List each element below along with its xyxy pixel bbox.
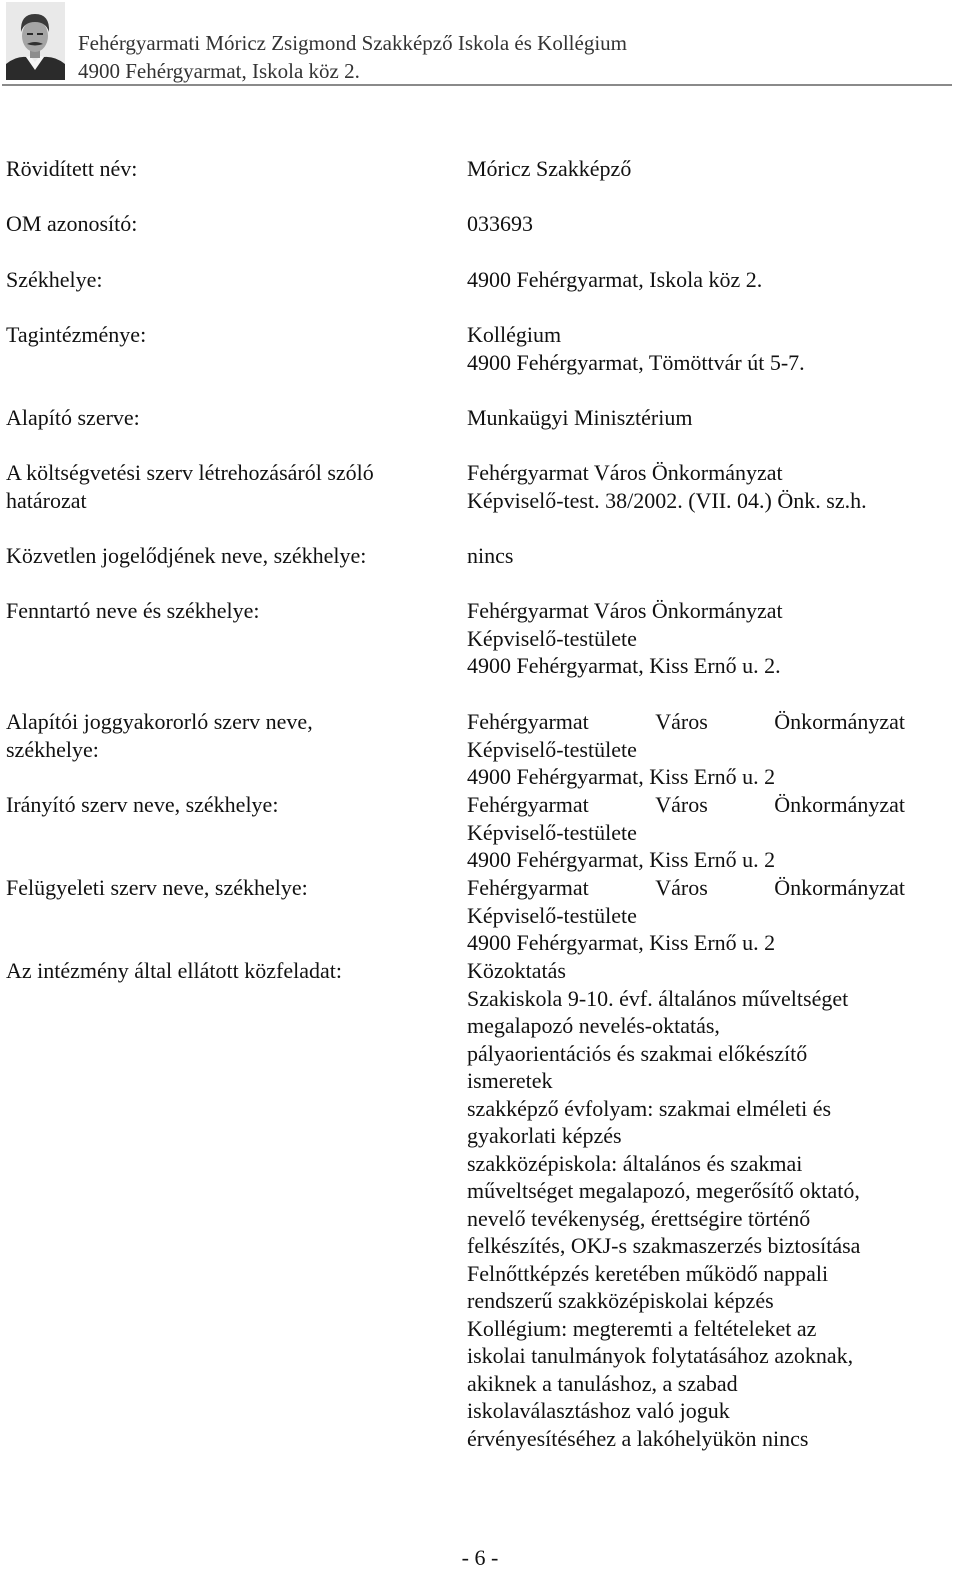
row-value: Móricz Szakképző — [467, 156, 632, 181]
page-number: - 6 - — [461, 1545, 499, 1570]
row-label: Alapítói joggyakororló szerv neve, székhelye: — [6, 709, 313, 762]
row-label: Alapító szerve: — [6, 405, 140, 430]
row-value: 033693 — [467, 211, 533, 236]
row-value: Munkaügyi Minisztérium — [467, 405, 693, 430]
row-label: Irányító szerv neve, székhelye: — [6, 792, 279, 817]
row-value: Fehérgyarmat Város Önkormányzat Képviselő-testülete 4900 Fehérgyarmat, Kiss Ernő u. 2 — [467, 792, 905, 872]
page-header — [0, 0, 960, 88]
row-value: Kollégium 4900 Fehérgyarmat, Tömöttvár út 5-7. — [467, 322, 805, 375]
header-text — [78, 29, 627, 85]
row-label: Tagintézménye: — [6, 322, 147, 347]
row-label: Az intézmény által ellátott közfeladat: — [6, 958, 342, 983]
row-value: Fehérgyarmat Város Önkormányzat Képviselő-test. 38/2002. (VII. 04.) Önk. sz.h. — [467, 460, 867, 513]
school-address: 4900 Fehérgyarmat, Iskola köz 2. — [78, 59, 360, 83]
row-label: Felügyeleti szerv neve, székhelye: — [6, 875, 308, 900]
school-name: Fehérgyarmati Móricz Zsigmond Szakképző Iskola és Kollégium — [78, 31, 627, 55]
header-divider — [2, 84, 952, 86]
row-label: Rövidített név: — [6, 156, 138, 181]
row-label: Fenntartó neve és székhelye: — [6, 598, 260, 623]
row-label: A költségvetési szerv létrehozásáról szóló határozat — [6, 460, 374, 513]
row-value: nincs — [467, 543, 514, 568]
row-value: 4900 Fehérgyarmat, Iskola köz 2. — [467, 267, 763, 292]
row-label: Székhelye: — [6, 267, 103, 292]
row-value: Közoktatás Szakiskola 9-10. évf. általános műveltséget megalapozó nevelés-oktatás, pályaorientációs és szakmai előkészítő ismeretek szakképző évfolyam: szakmai elméleti és gyakorlati képzés szakközépiskola: általános és szakmai műveltséget megalapozó, megerősítő oktató, nevelő tevékenység, érettségire történő felkészítés, OKJ-s szakmaszerzés biztosítása Felnőttképzés keretében működő nappali rendszerű szakközépiskolai képzés Kollégium: megteremti a feltételeket az iskolai tanulmányok folytatásához azoknak, akiknek a tanuláshoz, a szabad iskolaválasztáshoz való joguk érvényesítéséhez a lakóhelyükön nincs — [467, 958, 861, 1451]
row-value: Fehérgyarmat Város Önkormányzat Képviselő-testülete 4900 Fehérgyarmat, Kiss Ernő u. 2 — [467, 709, 905, 789]
portrait-icon — [6, 2, 65, 80]
row-label: OM azonosító: — [6, 211, 138, 236]
row-label: Közvetlen jogelődjének neve, székhelye: — [6, 543, 367, 568]
row-value: Fehérgyarmat Város Önkormányzat Képviselő-testülete 4900 Fehérgyarmat, Kiss Ernő u. 2. — [467, 598, 783, 678]
portrait-image — [6, 2, 65, 80]
row-value: Fehérgyarmat Város Önkormányzat Képviselő-testülete 4900 Fehérgyarmat, Kiss Ernő u. 2 — [467, 875, 905, 955]
